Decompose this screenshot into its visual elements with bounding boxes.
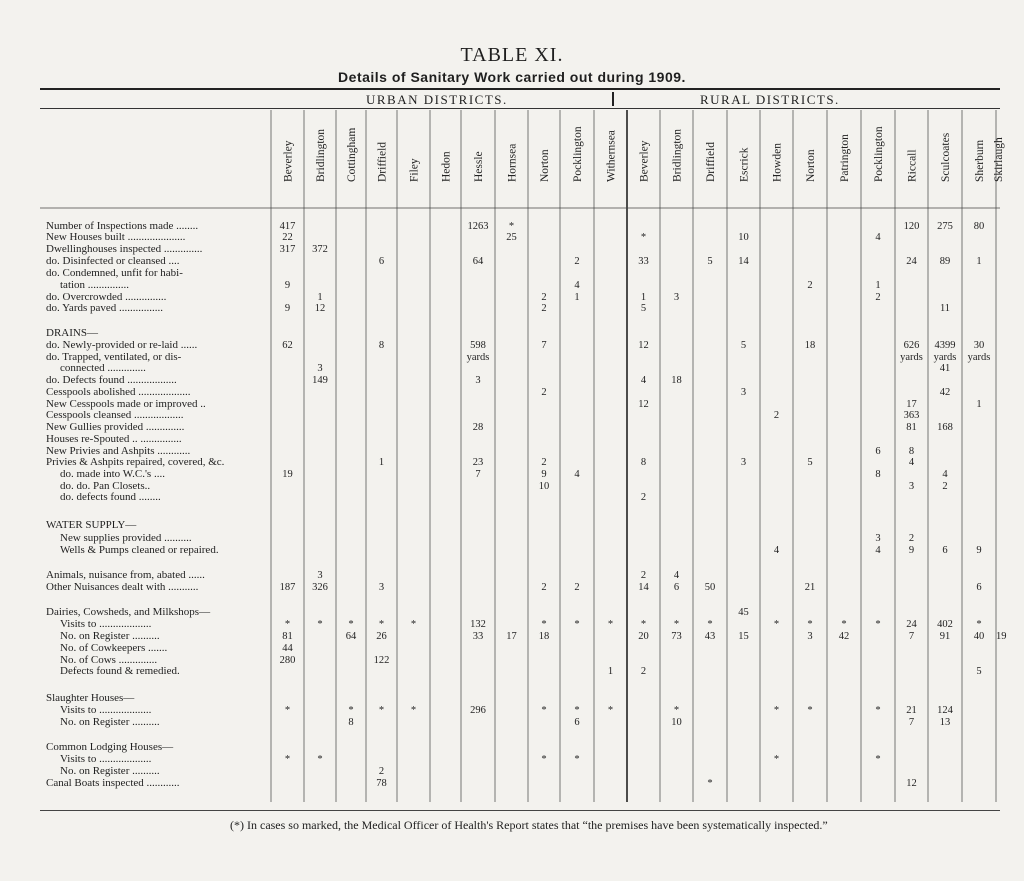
- table-cell: 42: [939, 387, 951, 398]
- column-header: Driffield: [705, 141, 717, 182]
- column-header: Riccall: [906, 149, 919, 182]
- table-cell: 12: [638, 340, 649, 351]
- table-cell: 23: [472, 457, 484, 468]
- table-cell: 6: [875, 446, 881, 457]
- table-cell: yards: [933, 352, 957, 363]
- table-cell: 10: [538, 481, 550, 492]
- table-cell: 45: [738, 607, 749, 618]
- table-cell: 12: [906, 778, 917, 789]
- table-cell: 15: [738, 631, 749, 642]
- table-cell: *: [574, 705, 580, 716]
- table-cell: 6: [942, 545, 948, 556]
- table-cell: 4: [942, 469, 948, 480]
- table-cell: 73: [671, 631, 682, 642]
- row-label: No. on Register ..........: [60, 716, 160, 728]
- table-cell: 26: [376, 631, 387, 642]
- table-cell: 6: [673, 582, 680, 593]
- row-label: New Houses built .....................: [46, 231, 186, 243]
- table-cell: 44: [282, 643, 293, 654]
- page-title: TABLE XI.: [460, 44, 564, 66]
- table-cell: 10: [671, 717, 682, 728]
- table-cell: 2: [541, 303, 547, 314]
- table-cell: 1: [640, 292, 647, 303]
- table-cell: 417: [279, 221, 296, 232]
- table-cell: 7: [541, 340, 547, 351]
- row-label: WATER SUPPLY—: [46, 519, 137, 531]
- table-cell: 120: [903, 221, 920, 232]
- table-cell: 8: [378, 340, 385, 351]
- table-cell: 5: [640, 303, 647, 314]
- table-cell: *: [378, 705, 385, 716]
- table-cell: 2: [908, 533, 915, 544]
- table-cell: 122: [373, 655, 390, 666]
- table-cell: 30: [973, 340, 985, 351]
- table-subtitle: Details of Sanitary Work carried out during 1909.: [338, 69, 686, 85]
- column-header: Skirlaugh: [993, 137, 1005, 182]
- row-label: do. Trapped, ventilated, or dis-: [46, 351, 182, 363]
- row-label: Wells & Pumps cleaned or repaired.: [60, 544, 219, 556]
- table-cell: 12: [314, 303, 326, 314]
- column-header: Hornsea: [506, 143, 519, 182]
- table-cell: 9: [284, 280, 291, 291]
- table-cell: 2: [875, 292, 881, 303]
- column-header: Howden: [771, 143, 784, 182]
- table-cell: 3: [908, 481, 915, 492]
- row-label: Cesspools abolished ...................: [46, 386, 191, 398]
- row-label: Number of Inspections made ........: [46, 220, 199, 232]
- table-cell: 9: [541, 469, 547, 480]
- table-cell: 4: [640, 375, 647, 386]
- table-cell: 1263: [467, 221, 489, 232]
- rural-districts-heading: RURAL DISTRICTS.: [700, 92, 840, 107]
- table-cell: 2: [541, 292, 547, 303]
- table-cell: 8: [348, 717, 354, 728]
- column-header: Beverley: [638, 140, 651, 182]
- row-label: Dwellinghouses inspected ..............: [46, 243, 203, 255]
- table-cell: 280: [279, 655, 296, 666]
- table-cell: 2: [807, 280, 813, 291]
- table-cell: 1: [607, 666, 614, 677]
- row-label: No. on Register ..........: [60, 765, 160, 777]
- footnote: (*) In cases so marked, the Medical Officer of Health's Report states that “the premises have been systematically inspected.”: [230, 818, 828, 832]
- table-cell: yards: [967, 352, 991, 363]
- column-header: Hedon: [440, 151, 453, 182]
- table-cell: 8: [875, 469, 881, 480]
- table-cell: *: [607, 619, 614, 630]
- table-cell: 10: [738, 232, 749, 243]
- column-header: Norton: [805, 149, 817, 182]
- table-cell: 18: [671, 375, 682, 386]
- table-cell: 4: [875, 545, 881, 556]
- row-label: connected ..............: [60, 362, 146, 374]
- table-cell: *: [875, 619, 881, 630]
- column-header: Sculcoates: [940, 132, 952, 182]
- table-cell: 2: [640, 492, 647, 503]
- table-cell: 187: [279, 582, 296, 593]
- table-cell: 7: [908, 631, 915, 642]
- row-label: Visits to ...................: [60, 753, 152, 765]
- row-label: Other Nuisances dealt with ...........: [46, 581, 199, 593]
- table-cell: 33: [472, 631, 484, 642]
- row-label: Animals, nuisance from, abated ......: [46, 569, 205, 581]
- table-cell: 3: [317, 363, 323, 374]
- table-cell: 14: [738, 256, 749, 267]
- table-cell: 81: [906, 422, 917, 433]
- table-cell: 1: [378, 457, 385, 468]
- row-label: New Gullies provided ..............: [46, 421, 185, 433]
- table-cell: 62: [282, 340, 293, 351]
- table-cell: 17: [906, 399, 917, 410]
- table-cell: 3: [875, 533, 881, 544]
- urban-districts-heading: URBAN DISTRICTS.: [366, 92, 508, 107]
- table-cell: 9: [976, 545, 982, 556]
- table-cell: 2: [640, 666, 647, 677]
- row-label: Dairies, Cowsheds, and Milkshops—: [46, 606, 211, 618]
- table-cell: *: [976, 619, 982, 630]
- table-cell: 81: [282, 631, 293, 642]
- table-cell: 41: [939, 363, 951, 374]
- table-cell: *: [707, 619, 713, 630]
- column-header: Bridlington: [671, 128, 684, 182]
- row-label: Defects found & remedied.: [60, 665, 180, 677]
- column-header: Pocklington: [572, 126, 584, 182]
- column-header: Beverley: [282, 140, 295, 182]
- table-cell: *: [773, 619, 780, 630]
- row-label: Visits to ...................: [60, 704, 152, 716]
- table-cell: 4: [574, 280, 580, 291]
- table-cell: yards: [900, 352, 923, 363]
- table-cell: *: [378, 619, 385, 630]
- table-cell: 13: [939, 717, 951, 728]
- table-cell: *: [841, 619, 847, 630]
- table-cell: 25: [506, 232, 517, 243]
- table-cell: 1: [574, 292, 580, 303]
- table-cell: 43: [704, 631, 716, 642]
- table-cell: 8: [640, 457, 647, 468]
- table-cell: 9: [908, 545, 915, 556]
- row-label: New Cesspools made or improved ..: [46, 398, 206, 410]
- table-cell: *: [348, 705, 354, 716]
- row-label: Common Lodging Houses—: [46, 741, 174, 753]
- table-cell: *: [773, 754, 780, 765]
- table-cell: yards: [466, 352, 490, 363]
- row-label: do. Yards paved ................: [46, 302, 164, 314]
- table-cell: *: [640, 619, 647, 630]
- table-cell: *: [707, 778, 713, 789]
- row-label: do. Defects found ..................: [46, 374, 177, 386]
- table-cell: 363: [903, 410, 920, 421]
- table-cell: 124: [937, 705, 953, 716]
- table-cell: *: [607, 705, 614, 716]
- table-cell: 33: [638, 256, 649, 267]
- row-label: No. of Cows ..............: [60, 654, 158, 666]
- table-cell: 1: [976, 399, 982, 410]
- table-cell: 18: [804, 340, 816, 351]
- table-cell: *: [673, 619, 680, 630]
- table-cell: 1: [317, 292, 323, 303]
- table-cell: 3: [740, 387, 747, 398]
- table-cell: 78: [376, 778, 387, 789]
- table-cell: 1: [875, 280, 881, 291]
- table-cell: *: [807, 705, 813, 716]
- table-cell: *: [640, 232, 647, 243]
- row-label: do. Disinfected or cleansed ....: [46, 255, 180, 267]
- table-cell: *: [541, 705, 547, 716]
- table-cell: *: [317, 754, 323, 765]
- table-cell: *: [317, 619, 323, 630]
- table-cell: *: [673, 705, 680, 716]
- table-cell: 626: [903, 340, 920, 351]
- table-cell: 7: [908, 717, 915, 728]
- column-header: Cottingham: [346, 127, 358, 182]
- table-cell: 6: [378, 256, 385, 267]
- table-cell: 5: [976, 666, 982, 677]
- table-cell: 12: [638, 399, 649, 410]
- table-cell: 11: [939, 303, 951, 314]
- table-cell: 3: [378, 582, 385, 593]
- table-cell: 372: [312, 244, 328, 255]
- row-label: No. on Register ..........: [60, 630, 160, 642]
- table-cell: *: [807, 619, 813, 630]
- table-cell: 6: [976, 582, 982, 593]
- table-cell: 8: [908, 446, 915, 457]
- table-cell: *: [773, 705, 780, 716]
- table-cell: 2: [541, 582, 547, 593]
- table-cell: 5: [807, 457, 813, 468]
- table-cell: 3: [317, 570, 323, 581]
- column-header: Filey: [408, 158, 421, 182]
- table-cell: 64: [472, 256, 484, 267]
- table-cell: *: [541, 754, 547, 765]
- row-label: No. of Cowkeepers .......: [60, 642, 168, 654]
- table-cell: 24: [906, 619, 917, 630]
- table-cell: 2: [541, 387, 547, 398]
- row-label: Canal Boats inspected ............: [46, 777, 180, 789]
- table-cell: 3: [673, 292, 680, 303]
- row-label: Slaughter Houses—: [46, 692, 135, 704]
- table-cell: 4: [574, 469, 580, 480]
- row-label: do. Condemned, unfit for habi-: [46, 267, 183, 279]
- row-label: Cesspools cleansed ..................: [46, 409, 184, 421]
- column-header: Bridlington: [315, 128, 327, 182]
- table-cell: *: [410, 705, 417, 716]
- table-cell: *: [875, 754, 881, 765]
- row-label: do. Overcrowded ...............: [46, 291, 167, 303]
- row-label: do. Newly-provided or re-laid ......: [46, 339, 198, 351]
- column-header: Patrington: [839, 134, 851, 182]
- table-cell: 4: [773, 545, 780, 556]
- table-cell: 40: [973, 631, 985, 642]
- table-cell: *: [348, 619, 354, 630]
- column-header: Pocklington: [873, 126, 885, 182]
- table-cell: 2: [541, 457, 547, 468]
- row-label: DRAINS—: [46, 327, 98, 339]
- table-cell: 598: [470, 340, 486, 351]
- table-cell: *: [875, 705, 881, 716]
- table-cell: 28: [472, 422, 484, 433]
- column-header: Escrick: [738, 147, 751, 182]
- row-label: tation ...............: [60, 279, 130, 291]
- table-cell: 402: [937, 619, 953, 630]
- table-cell: 4: [673, 570, 680, 581]
- table-cell: *: [284, 619, 291, 630]
- table-cell: 19: [282, 469, 293, 480]
- table-cell: 1: [976, 256, 982, 267]
- table-cell: 89: [939, 256, 951, 267]
- row-label: do. made into W.C.'s ....: [60, 468, 165, 480]
- row-label: do. do. Pan Closets..: [60, 480, 151, 492]
- table-cell: 42: [838, 631, 850, 642]
- table-cell: *: [508, 221, 515, 232]
- table-cell: 3: [807, 631, 813, 642]
- table-cell: 4399: [934, 340, 956, 351]
- table-cell: 3: [740, 457, 747, 468]
- row-label: do. defects found ........: [60, 491, 161, 503]
- table-cell: 2: [773, 410, 780, 421]
- table-cell: 21: [804, 582, 816, 593]
- column-header: Norton: [539, 149, 551, 182]
- row-label: Houses re-Spouted .. ...............: [46, 433, 182, 445]
- table-cell: 5: [740, 340, 747, 351]
- column-header: Hessle: [473, 151, 485, 182]
- table-cell: 19: [996, 631, 1007, 642]
- footer-rule: [40, 810, 1000, 811]
- table-cell: 9: [284, 303, 291, 314]
- table-cell: 18: [538, 631, 550, 642]
- row-label: Visits to ...................: [60, 618, 152, 630]
- table-cell: *: [284, 705, 291, 716]
- table-cell: 20: [638, 631, 649, 642]
- table-cell: *: [574, 754, 580, 765]
- row-label: Privies & Ashpits repaired, covered, &c.: [46, 456, 225, 468]
- table-cell: 6: [574, 717, 580, 728]
- table-cell: 22: [282, 232, 293, 243]
- table-cell: *: [541, 619, 547, 630]
- table-cell: 91: [939, 631, 951, 642]
- table-cell: 2: [640, 570, 647, 581]
- table-cell: 21: [906, 705, 917, 716]
- table-cell: 24: [906, 256, 917, 267]
- table-cell: 149: [312, 375, 328, 386]
- table-cell: 275: [937, 221, 953, 232]
- table-cell: 14: [638, 582, 649, 593]
- table-cell: 296: [470, 705, 486, 716]
- column-header: Sherburn: [974, 139, 986, 182]
- table-cell: 326: [312, 582, 328, 593]
- table-cell: *: [574, 619, 580, 630]
- table-cell: 2: [574, 256, 580, 267]
- table-cell: 64: [345, 631, 357, 642]
- table-cell: 4: [875, 232, 881, 243]
- table-cell: 17: [506, 631, 517, 642]
- row-label: New supplies provided ..........: [60, 532, 192, 544]
- table-cell: 7: [475, 469, 481, 480]
- table-cell: 4: [908, 457, 915, 468]
- table-cell: 50: [704, 582, 716, 593]
- table-cell: 317: [279, 244, 296, 255]
- table-cell: 2: [378, 766, 385, 777]
- table-cell: *: [410, 619, 417, 630]
- row-label: New Privies and Ashpits ............: [46, 445, 191, 457]
- table-cell: 5: [707, 256, 713, 267]
- table-cell: 168: [937, 422, 953, 433]
- table-cell: 2: [574, 582, 580, 593]
- table-cell: 132: [470, 619, 486, 630]
- table-cell: *: [284, 754, 291, 765]
- column-header: Withernsea: [605, 130, 618, 182]
- table-cell: 3: [475, 375, 481, 386]
- table-cell: 80: [973, 221, 985, 232]
- column-header: Driffield: [376, 141, 389, 182]
- table-cell: 2: [942, 481, 948, 492]
